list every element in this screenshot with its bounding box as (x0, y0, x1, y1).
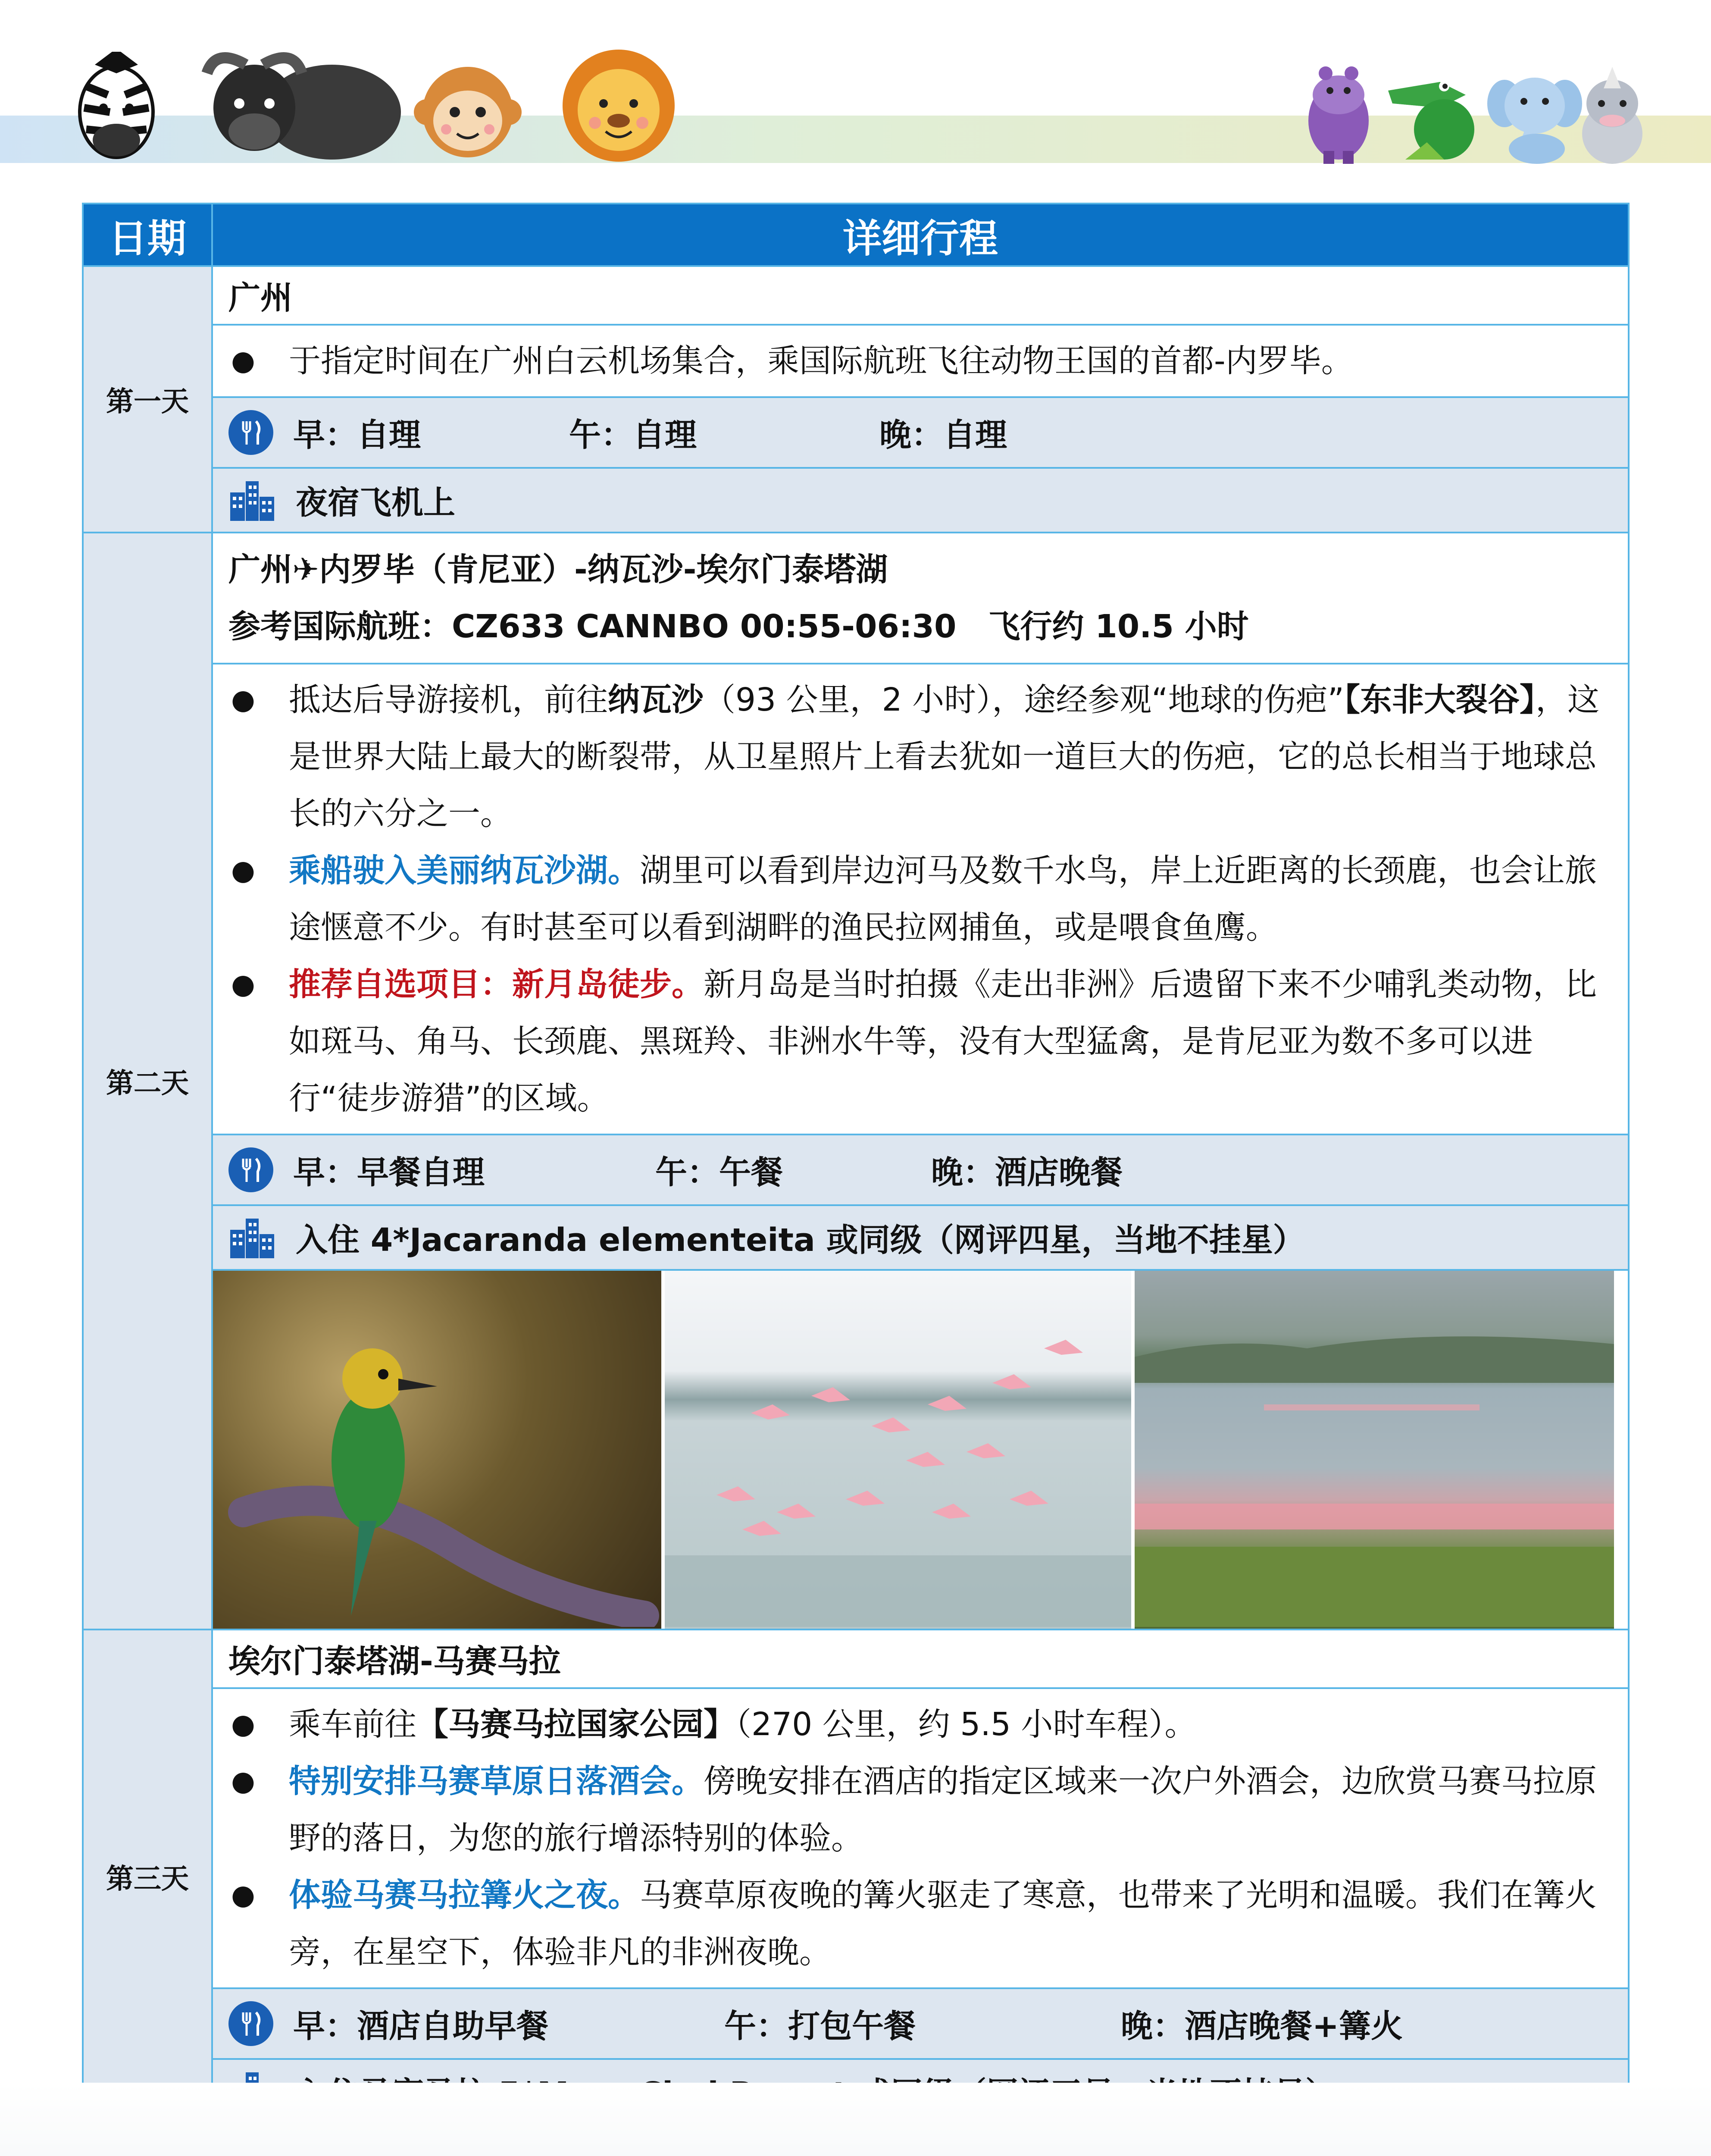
day3-label: 第三天 (83, 1630, 212, 2124)
lunch-text: 午：午餐 (655, 1154, 783, 1191)
day2-meals (212, 1134, 1629, 1205)
day2-photos (212, 1270, 1629, 1630)
list-item: ● 体验马赛马拉篝火之夜。马赛草原夜晚的篝火驱走了寒意，也带来了光明和温暖。我们在篝火旁，在星空下，体验非凡的非洲夜晚。 (228, 1867, 1612, 1981)
route-text: 广州✈内罗毕（肯尼亚）-纳瓦沙-埃尔门泰塔湖 (228, 551, 888, 588)
itinerary-table (82, 203, 1630, 2125)
day2-label: 第二天 (83, 533, 212, 1630)
dinner-text: 晚：自理 (879, 417, 1007, 454)
day3-content (212, 1688, 1629, 1988)
bullet-icon: ● (231, 1765, 255, 1797)
bullet-icon: ● (231, 1708, 255, 1740)
savanna-footer-image (0, 2083, 1711, 2156)
elephant-icon (1487, 65, 1582, 164)
flamingo-lake-photo (1135, 1271, 1614, 1629)
breakfast-text: 早：自理 (293, 417, 421, 454)
day1-hotel (212, 468, 1629, 533)
list-item: ● 推荐自选项目：新月岛徒步。新月岛是当时拍摄《走出非洲》后遗留下来不少哺乳类动物，比如斑马、角马、长颈鹿、黑斑羚、非洲水牛等，没有大型猛禽，是肯尼亚为数不多可以进行“徒步游猎”的区域。 (228, 956, 1612, 1127)
day1-content (212, 325, 1629, 397)
dinner-text: 晚：酒店晚餐+篝火 (1121, 2008, 1403, 2045)
list-item: ● 乘船驶入美丽纳瓦沙湖。湖里可以看到岸边河马及数千水鸟，岸上近距离的长颈鹿，也会让旅途惬意不少。有时甚至可以看到湖畔的渔民拉网捕鱼，或是喂食鱼鹰。 (228, 842, 1612, 956)
rhino-icon (1573, 65, 1651, 164)
hippo-icon (1302, 56, 1375, 164)
zebra-icon (73, 47, 160, 160)
day2-content (212, 664, 1629, 1134)
day1-route: 广州 (212, 266, 1629, 325)
crocodile-icon (1379, 65, 1483, 164)
list-item: ● 抵达后导游接机，前往纳瓦沙（93 公里，2 小时），途经参观“地球的伤疤”【东非大裂谷】，这是世界大陆上最大的断裂带，从卫星照片上看去犹如一道巨大的伤疤，它的总长相当于地球总长的六分之一。 (228, 671, 1612, 842)
table-header-row (83, 204, 1629, 266)
hotel-text: 入住 4*Jacaranda elementeita 或同级（网评四星，当地不挂星） (296, 1222, 1305, 1259)
lion-icon (556, 47, 681, 164)
day2-route (212, 533, 1629, 664)
utensils-icon (228, 1147, 273, 1192)
bee-eater-photo (213, 1271, 665, 1629)
date-column-header: 日期 (83, 204, 212, 266)
bullet-icon: ● (231, 968, 255, 1000)
day2-hotel (212, 1205, 1629, 1270)
detail-column-header: 详细行程 (212, 204, 1629, 266)
utensils-icon (228, 410, 273, 455)
list-item: ● 特别安排马赛草原日落酒会。傍晚安排在酒店的指定区域来一次户外酒会，边欣赏马赛马拉原野的落日，为您的旅行增添特别的体验。 (228, 1753, 1612, 1867)
list-item: ● 于指定时间在广州白云机场集合，乘国际航班飞往动物王国的首都-内罗毕。 (228, 332, 1612, 389)
day1-label: 第一天 (83, 266, 212, 533)
lunch-text: 午：打包午餐 (724, 2008, 916, 2045)
day1-meals (212, 397, 1629, 468)
utensils-icon (228, 2001, 273, 2046)
bullet-icon: ● (231, 1879, 255, 1911)
hotel-text: 夜宿飞机上 (296, 484, 455, 521)
bullet-icon: ● (231, 684, 255, 716)
lunch-text: 午：自理 (569, 417, 697, 454)
flamingos-flying-photo (665, 1271, 1135, 1629)
day3-meals (212, 1988, 1629, 2059)
flight-info: 参考国际航班：CZ633 CANNBO 00:55-06:30 飞行约 10.5 小时 (228, 608, 1249, 645)
list-item: ● 乘车前往【马赛马拉国家公园】（270 公里，约 5.5 小时车程）。 (228, 1696, 1612, 1753)
building-icon (228, 479, 276, 521)
bullet-icon: ● (231, 855, 255, 887)
day3-route: 埃尔门泰塔湖-马赛马拉 (212, 1630, 1629, 1688)
breakfast-text: 早：酒店自助早餐 (293, 2008, 548, 2045)
dinner-text: 晚：酒店晚餐 (931, 1154, 1123, 1191)
building-icon (228, 1217, 276, 1258)
buffalo-icon (190, 34, 405, 164)
bullet-icon: ● (231, 345, 255, 377)
monkey-icon (414, 60, 522, 162)
breakfast-text: 早：早餐自理 (293, 1154, 485, 1191)
